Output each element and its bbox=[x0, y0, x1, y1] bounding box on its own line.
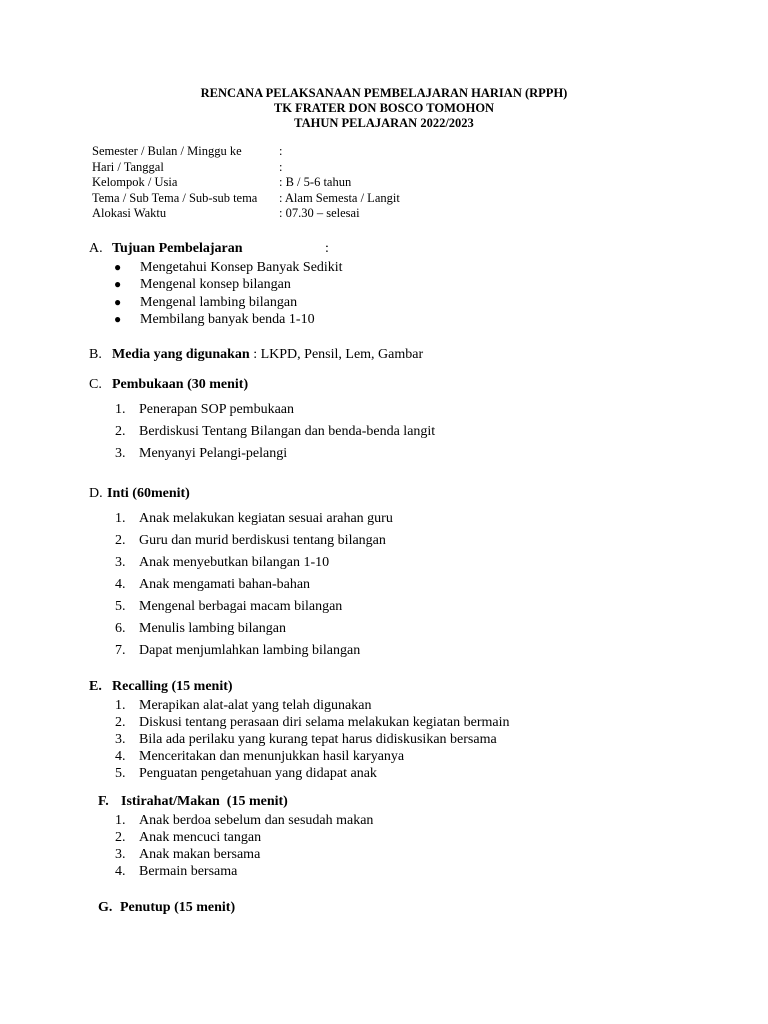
list-item-text: Bila ada perilaku yang kurang tepat harus didiskusikan bersama bbox=[139, 732, 497, 747]
section-heading bbox=[89, 679, 509, 697]
section-pembukaan bbox=[89, 377, 435, 465]
list-item-text: Dapat menjumlahkan lambing bilangan bbox=[139, 643, 361, 658]
section-text: : LKPD, Pensil, Lem, Gambar bbox=[249, 347, 424, 362]
list-item: 6. Menulis lambing bilangan bbox=[115, 618, 393, 640]
academic-year: TAHUN PELAJARAN 2022/2023 bbox=[294, 116, 474, 130]
list-item bbox=[114, 276, 343, 293]
section-inti bbox=[89, 486, 393, 662]
section-heading bbox=[89, 486, 393, 504]
core-list bbox=[115, 508, 393, 662]
list-item: 1. Merapikan alat-alat yang telah digunakan bbox=[115, 698, 372, 713]
list-item-text: Anak makan bersama bbox=[139, 847, 261, 862]
section-letter: F. bbox=[98, 794, 109, 809]
objectives-list bbox=[114, 259, 343, 329]
list-item: 5. Penguatan pengetahuan yang didapat anak bbox=[115, 766, 377, 781]
info-value: : Alam Semesta / Langit bbox=[279, 190, 400, 205]
section-penutup bbox=[98, 900, 235, 918]
info-row bbox=[92, 191, 400, 207]
section-istirahat bbox=[98, 794, 373, 880]
list-item: 1. Anak melakukan kegiatan sesuai arahan guru bbox=[115, 508, 393, 530]
section-heading bbox=[89, 241, 343, 259]
info-label: Alokasi Waktu bbox=[92, 206, 167, 221]
list-item-text: Guru dan murid berdiskusi tentang bilangan bbox=[139, 533, 386, 548]
list-item-text: Anak berdoa sebelum dan sesudah makan bbox=[139, 813, 374, 828]
list-item-text: Penerapan SOP pembukaan bbox=[139, 402, 294, 417]
list-item-text: Diskusi tentang perasaan diri selama melakukan kegiatan bermain bbox=[139, 715, 510, 730]
list-item-text: Merapikan alat-alat yang telah digunakan bbox=[139, 698, 372, 713]
school-name: TK FRATER DON BOSCO TOMOHON bbox=[273, 101, 495, 115]
list-item: 3. Bila ada perilaku yang kurang tepat harus didiskusikan bersama bbox=[115, 732, 497, 747]
list-item-text: Membilang banyak benda 1-10 bbox=[140, 312, 315, 328]
list-item: 1. Anak berdoa sebelum dan sesudah makan bbox=[115, 813, 374, 828]
list-item bbox=[114, 294, 343, 311]
info-value: : bbox=[279, 144, 283, 158]
section-letter: B. bbox=[89, 347, 102, 362]
section-heading bbox=[98, 794, 373, 812]
list-item-text: Anak menyebutkan bilangan 1-10 bbox=[139, 555, 330, 570]
list-item: 7. Dapat menjumlahkan lambing bilangan bbox=[115, 640, 393, 662]
bullet-icon: ● bbox=[114, 294, 122, 309]
list-item: 4. Menceritakan dan menunjukkan hasil karyanya bbox=[115, 749, 405, 764]
section-heading bbox=[98, 900, 235, 918]
list-item-text: Menceritakan dan menunjukkan hasil karyanya bbox=[139, 749, 405, 764]
info-row bbox=[92, 160, 400, 176]
info-label: Hari / Tanggal bbox=[92, 159, 164, 174]
section-title: Tujuan Pembelajaran bbox=[112, 241, 243, 256]
info-row bbox=[92, 206, 400, 222]
list-item bbox=[114, 311, 343, 328]
section-heading bbox=[89, 347, 423, 365]
info-label: Kelompok / Usia bbox=[92, 175, 178, 190]
list-item-text: Anak mencuci tangan bbox=[139, 830, 262, 845]
list-item-text: Anak mengamati bahan-bahan bbox=[139, 577, 311, 592]
list-item-text: Penguatan pengetahuan yang didapat anak bbox=[139, 766, 377, 781]
section-recalling bbox=[89, 679, 509, 782]
list-item: 4. Anak mengamati bahan-bahan bbox=[115, 574, 393, 596]
section-heading bbox=[89, 377, 435, 395]
list-item bbox=[114, 259, 343, 276]
section-media bbox=[89, 347, 423, 365]
list-item: 3. Menyanyi Pelangi-pelangi bbox=[115, 443, 435, 465]
list-item: 2. Anak mencuci tangan bbox=[115, 830, 262, 845]
list-item-text: Anak melakukan kegiatan sesuai arahan guru bbox=[139, 511, 393, 526]
list-item-text: Mengetahui Konsep Banyak Sedikit bbox=[140, 260, 343, 275]
list-item-text: Mengenal konsep bilangan bbox=[140, 277, 291, 293]
section-title: Pembukaan (30 menit) bbox=[112, 377, 249, 392]
info-row bbox=[92, 144, 400, 160]
bullet-icon: ● bbox=[114, 277, 122, 292]
info-label: Semester / Bulan / Minggu ke bbox=[92, 144, 242, 158]
list-item: 1. Penerapan SOP pembukaan bbox=[115, 399, 435, 421]
section-letter: E. bbox=[89, 679, 102, 694]
opening-list bbox=[115, 399, 435, 465]
list-item-text: Mengenal berbagai macam bilangan bbox=[139, 599, 343, 614]
list-item: 4. Bermain bersama bbox=[115, 864, 238, 879]
list-item-text: Menyanyi Pelangi-pelangi bbox=[139, 446, 288, 461]
document-header bbox=[0, 86, 768, 131]
break-list bbox=[115, 812, 373, 880]
section-letter: C. bbox=[89, 377, 102, 392]
section-letter: D. bbox=[89, 486, 103, 501]
info-value: : B / 5-6 tahun bbox=[279, 175, 352, 190]
info-value: : bbox=[279, 159, 283, 174]
section-letter: G. bbox=[98, 900, 113, 915]
section-title: Inti (60menit) bbox=[107, 486, 190, 501]
list-item: 2. Guru dan murid berdiskusi tentang bilangan bbox=[115, 530, 393, 552]
list-item: 5. Mengenal berbagai macam bilangan bbox=[115, 596, 393, 618]
list-item-text: Mengenal lambing bilangan bbox=[140, 294, 298, 310]
list-item-text: Berdiskusi Tentang Bilangan dan benda-benda langit bbox=[139, 424, 436, 439]
document-title: RENCANA PELAKSANAAN PEMBELAJARAN HARIAN (RPPH) bbox=[200, 86, 568, 100]
section-tujuan bbox=[89, 241, 343, 329]
list-item: 2. Diskusi tentang perasaan diri selama melakukan kegiatan bermain bbox=[115, 715, 510, 730]
list-item: 3. Anak makan bersama bbox=[115, 847, 261, 862]
list-item-text: Bermain bersama bbox=[139, 864, 238, 879]
bullet-icon: ● bbox=[114, 260, 122, 274]
bullet-icon: ● bbox=[114, 312, 122, 327]
list-item: 2. Berdiskusi Tentang Bilangan dan benda-benda langit bbox=[115, 421, 435, 443]
info-label: Tema / Sub Tema / Sub-sub tema bbox=[92, 190, 258, 205]
info-row bbox=[92, 175, 400, 191]
section-letter: A. bbox=[89, 241, 103, 256]
info-table bbox=[92, 144, 400, 222]
list-item: 3. Anak menyebutkan bilangan 1-10 bbox=[115, 552, 393, 574]
section-title: Istirahat/Makan (15 menit) bbox=[121, 794, 288, 809]
recalling-list bbox=[115, 697, 509, 782]
info-value: : 07.30 – selesai bbox=[279, 206, 360, 221]
section-title: Penutup (15 menit) bbox=[120, 900, 236, 915]
list-item-text: Menulis lambing bilangan bbox=[139, 621, 286, 636]
section-title: Media yang digunakan bbox=[112, 347, 250, 362]
section-title: Recalling (15 menit) bbox=[112, 679, 233, 694]
section-colon: : bbox=[325, 241, 329, 256]
